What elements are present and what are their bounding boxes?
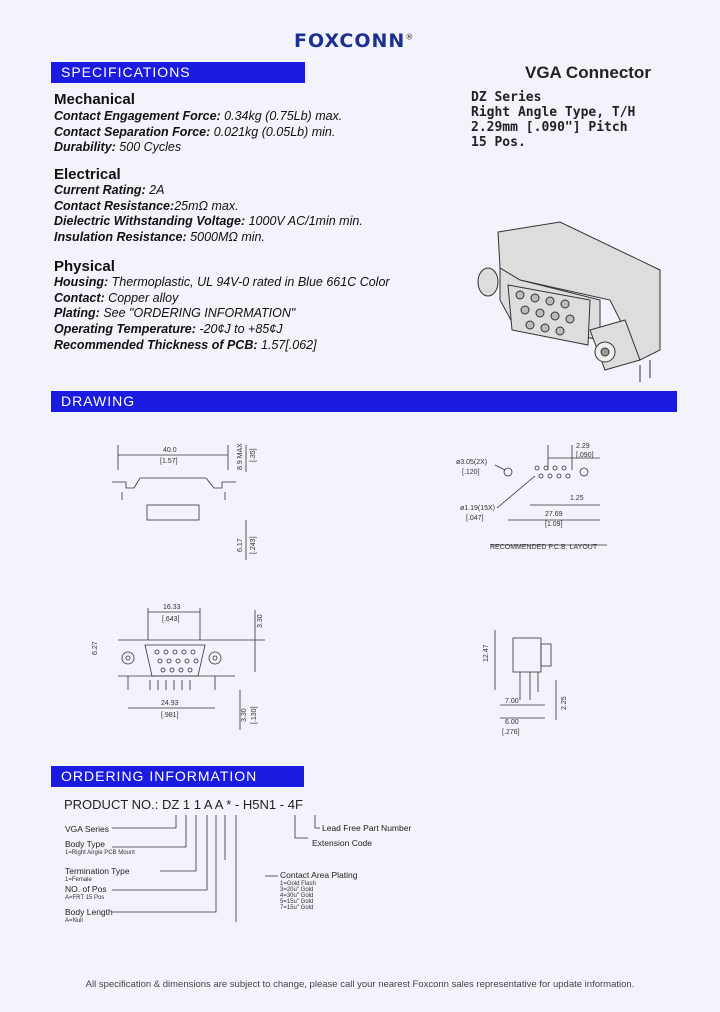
spec-value: 0.021kg (0.05Lb) min. — [210, 124, 336, 139]
dim-label: 7.00 — [505, 698, 519, 705]
dim-label: [1.09] — [545, 521, 563, 528]
dim-label: 6.17 — [237, 538, 244, 552]
drawing-heading: DRAWING — [61, 393, 136, 409]
dim-label: 24.93 — [161, 700, 179, 707]
product-number: PRODUCT NO.: DZ 1 1 A A * - H5N1 - 4F — [64, 797, 303, 812]
spec-value: 1000V AC/1min min. — [245, 214, 363, 228]
dim-label: [.120] — [462, 469, 480, 476]
plating-option: 4=30u" Gold — [280, 893, 314, 899]
spec-label: Operating Temperature: — [54, 321, 196, 336]
spec-value: Thermoplastic, UL 94V-0 rated in Blue 661C Color — [108, 275, 390, 289]
spec-label: Contact Separation Force: — [54, 124, 211, 139]
dim-label: 2.25 — [561, 696, 568, 710]
termination-option: 1=Female — [65, 877, 92, 883]
specifications-heading: SPECIFICATIONS — [61, 64, 191, 80]
dim-label: [.243] — [250, 536, 257, 554]
spec-value: Copper alloy — [104, 290, 179, 305]
dim-label: [.047] — [466, 515, 484, 522]
extension-label: Extension Code — [312, 838, 373, 848]
dim-label: [.130] — [251, 706, 258, 724]
dim-label: [1.57] — [160, 458, 178, 465]
dim-label: 6.27 — [92, 641, 99, 655]
series-line: DZ Series — [471, 90, 542, 105]
plating-option: 5=15u" Gold — [280, 899, 314, 905]
spec-value: 1.57[.062] — [257, 338, 317, 352]
plating-option: 3=20u" Gold — [280, 887, 314, 893]
spec-value: See "ORDERING INFORMATION" — [99, 306, 296, 320]
plating-label: Contact Area Plating — [280, 870, 358, 880]
series-line: Right Angle Type, T/H — [471, 105, 636, 120]
series-line: 2.29mm [.090"] Pitch — [471, 120, 628, 135]
dim-label: 8.9 MAX — [237, 443, 244, 470]
spec-value: 5000MΩ min. — [186, 229, 265, 244]
spec-label: Housing: — [54, 275, 109, 289]
dim-label: 40.0 — [163, 447, 177, 454]
dim-label: ø1.19(15X) — [460, 505, 496, 512]
spec-value: 25mΩ max. — [174, 198, 239, 213]
spec-value: 500 Cycles — [115, 140, 182, 154]
spec-label: Recommended Thickness of PCB: — [54, 338, 258, 352]
spec-value: -20¢J to +85¢J — [195, 321, 283, 336]
spec-label: Insulation Resistance: — [54, 229, 187, 244]
dim-label: 1.25 — [570, 495, 584, 502]
body-length-label: Body Length — [65, 907, 113, 917]
series-line: 15 Pos. — [471, 135, 526, 150]
plating-option: 1=Gold Flash — [280, 881, 316, 887]
dim-label: 12.47 — [483, 644, 490, 662]
registered-mark: ® — [405, 32, 415, 42]
spec-label: Contact Engagement Force: — [54, 109, 221, 123]
dim-label: 16.33 — [163, 604, 181, 611]
dim-label: 6.00 — [505, 719, 519, 726]
spec-value: 0.34kg (0.75Lb) max. — [220, 109, 343, 123]
termination-label: Termination Type — [65, 866, 130, 876]
dim-label: 3.30 — [241, 708, 248, 722]
electrical-heading: Electrical — [54, 166, 121, 183]
dim-label: [.981] — [161, 712, 179, 719]
mechanical-heading: Mechanical — [54, 91, 135, 108]
body-type-option: 1=Right Angle PCB Mount — [65, 850, 135, 856]
no-of-pos-option: A=FRT 15 Pos — [65, 895, 105, 901]
pcb-caption: RECOMMENDED P.C.B. LAYOUT — [490, 544, 598, 551]
physical-heading: Physical — [54, 258, 115, 275]
dim-label: [.35] — [250, 448, 257, 462]
no-of-pos-label: NO. of Pos — [65, 884, 107, 894]
lead-free-label: Lead Free Part Number — [322, 823, 412, 833]
spec-label: Plating: — [54, 306, 100, 320]
plating-options — [280, 881, 316, 911]
spec-label: Contact: — [54, 290, 105, 305]
product-title: VGA Connector — [525, 63, 651, 82]
dim-label: 2.29 — [576, 443, 590, 450]
footer-note: All specification & dimensions are subject to change, please call your nearest Foxconn sales representative for update information. — [85, 979, 635, 990]
ordering-heading: ORDERING INFORMATION — [61, 768, 258, 784]
dim-label: 3.30 — [257, 614, 264, 628]
dim-label: 27.69 — [545, 511, 563, 518]
spec-label: Dielectric Withstanding Voltage: — [54, 214, 246, 228]
spec-label: Current Rating: — [54, 183, 146, 197]
dim-label: [.643] — [162, 616, 180, 623]
spec-label: Durability: — [54, 140, 116, 154]
dim-label: [.090] — [576, 452, 594, 459]
spec-value: 2A — [145, 183, 165, 197]
plating-option: 7=15u" Gold — [280, 905, 314, 911]
body-length-option: A=Null — [65, 918, 83, 924]
spec-label: Contact Resistance: — [54, 198, 175, 213]
dim-label: ø3.05(2X) — [456, 459, 488, 466]
body-type-label: Body Type — [65, 839, 106, 849]
dim-label: [.276] — [502, 729, 520, 736]
logo-text: FOXCONN — [294, 30, 406, 52]
vga-series-label: VGA Series — [65, 824, 109, 834]
